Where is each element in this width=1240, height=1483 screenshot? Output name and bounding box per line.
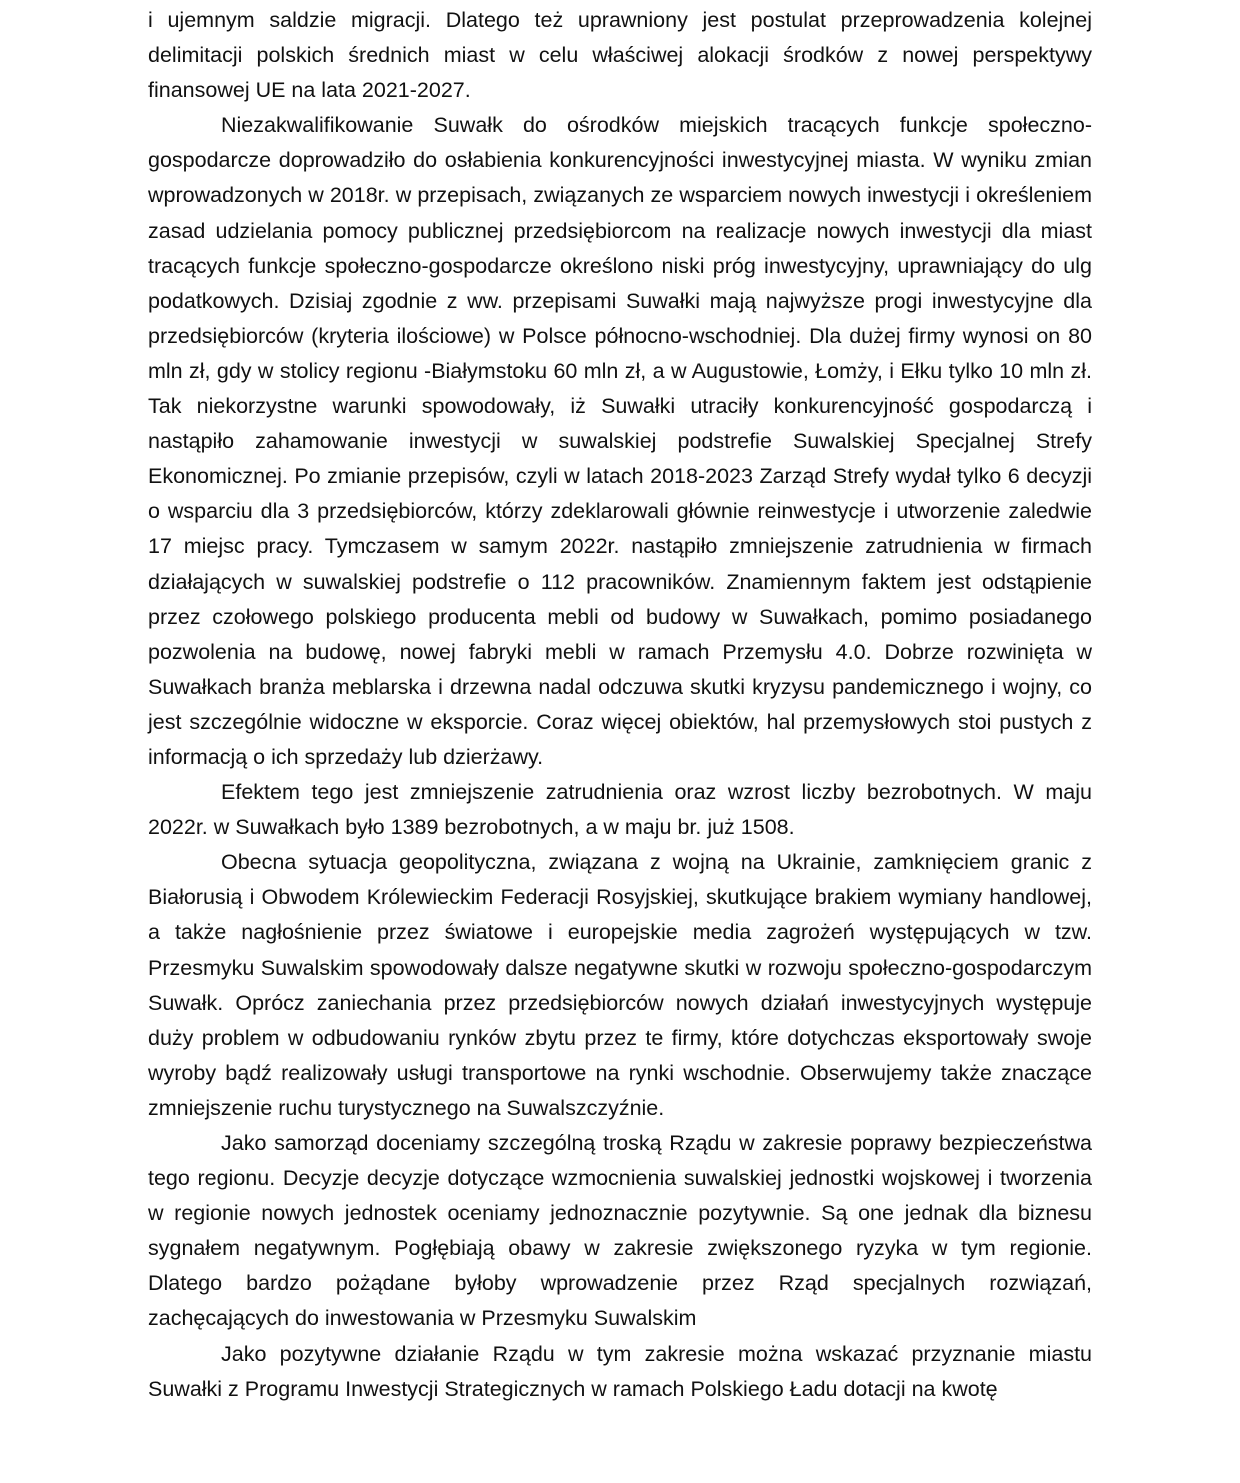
paragraph-geopolitical-situation: Obecna sytuacja geopolityczna, związana z wojną na Ukrainie, zamknięciem granic z Białorusią i Obwodem Królewieckim Federacji Rosyjskiej, skutkujące brakiem wymiany handlowej, a także nagłośnienie przez światowe i europejskie media zagrożeń występujących w tzw. Przesmyku Suwalskim spowodowały dalsze negatywne skutki w rozwoju społeczno-gospodarczym Suwałk. Oprócz zaniechania przez przedsiębiorców nowych działań inwestycyjnych występuje duży problem w odbudowaniu rynków zbytu przez te firmy, które dotychczas eksportowały swoje wyroby bądź realizowały usługi transportowe na rynki wschodnie. Obserwujemy także znaczące zmniejszenie ruchu turystycznego na Suwalszczyźnie. [148, 850, 1092, 1120]
paragraph-unemployment: Efektem tego jest zmniejszenie zatrudnienia oraz wzrost liczby bezrobotnych. W maju 2022r. w Suwałkach było 1389 bezrobotnych, a w maju br. już 1508. [148, 780, 1092, 840]
paragraph-strategic-investments: Jako pozytywne działanie Rządu w tym zakresie można wskazać przyznanie miastu Suwałki z Programu Inwestycji Strategicznych w ramach Polskiego Ładu dotacji na kwotę [148, 1341, 1092, 1401]
document-page [148, 3, 1092, 1407]
paragraph-investment-competitiveness: Niezakwalifikowanie Suwałk do ośrodków miejskich tracących funkcje społeczno-gospodarcze doprowadziło do osłabienia konkurencyjności inwestycyjnej miasta. W wyniku zmian wprowadzonych w 2018r. w przepisach, związanych ze wsparciem nowych inwestycji i określeniem zasad udzielania pomocy publicznej przedsiębiorcom na realizacje nowych inwestycji dla miast tracących funkcje społeczno-gospodarcze określono niski próg inwestycyjny, uprawniający do ulg podatkowych. Dzisiaj zgodnie z ww. przepisami Suwałki mają najwyższe progi inwestycyjne dla przedsiębiorców (kryteria ilościowe) w Polsce północno-wschodniej. Dla dużej firmy wynosi on 80 mln zł, gdy w stolicy regionu -Białymstoku 60 mln zł, a w Augustowie, Łomży, i Ełku tylko 10 mln zł. Tak niekorzystne warunki spowodowały, iż Suwałki utraciły konkurencyjność gospodarczą i nastąpiło zahamowanie inwestycji w suwalskiej podstrefie Suwalskiej Specjalnej Strefy Ekonomicznej. Po zmianie przepisów, czyli w latach 2018-2023 Zarząd Strefy wydał tylko 6 decyzji o wsparciu dla 3 przedsiębiorców, którzy zdeklarowali głównie reinwestycje i utworzenie zaledwie 17 miejsc pracy. Tymczasem w samym 2022r. nastąpiło zmniejszenie zatrudnienia w firmach działających w suwalskiej podstrefie o 112 pracowników. Znamiennym faktem jest odstąpienie przez czołowego polskiego producenta mebli od budowy w Suwałkach, pomimo posiadanego pozwolenia na budowę, nowej fabryki mebli w ramach Przemysłu 4.0. Dobrze rozwinięta w Suwałkach branża meblarska i drzewna nadal odczuwa skutki kryzysu pandemicznego i wojny, co jest szczególnie widoczne w eksporcie. Coraz więcej obiektów, hal przemysłowych stoi pustych z informacją o ich sprzedaży lub dzierżawy. [148, 113, 1092, 769]
paragraph-migration-delimitation: i ujemnym saldzie migracji. Dlatego też uprawniony jest postulat przeprowadzenia kolejnej delimitacji polskich średnich miast w celu właściwej alokacji środków z nowej perspektywy finansowej UE na lata 2021-2027. [148, 8, 1092, 103]
paragraph-government-security: Jako samorząd doceniamy szczególną troską Rządu w zakresie poprawy bezpieczeństwa tego regionu. Decyzje decyzje dotyczące wzmocnienia suwalskiej jednostki wojskowej i tworzenia w regionie nowych jednostek oceniamy jednoznacznie pozytywnie. Są one jednak dla biznesu sygnałem negatywnym. Pogłębiają obawy w zakresie zwiększonego ryzyka w tym regionie. Dlatego bardzo pożądane byłoby wprowadzenie przez Rząd specjalnych rozwiązań, zachęcających do inwestowania w Przesmyku Suwalskim [148, 1131, 1092, 1331]
